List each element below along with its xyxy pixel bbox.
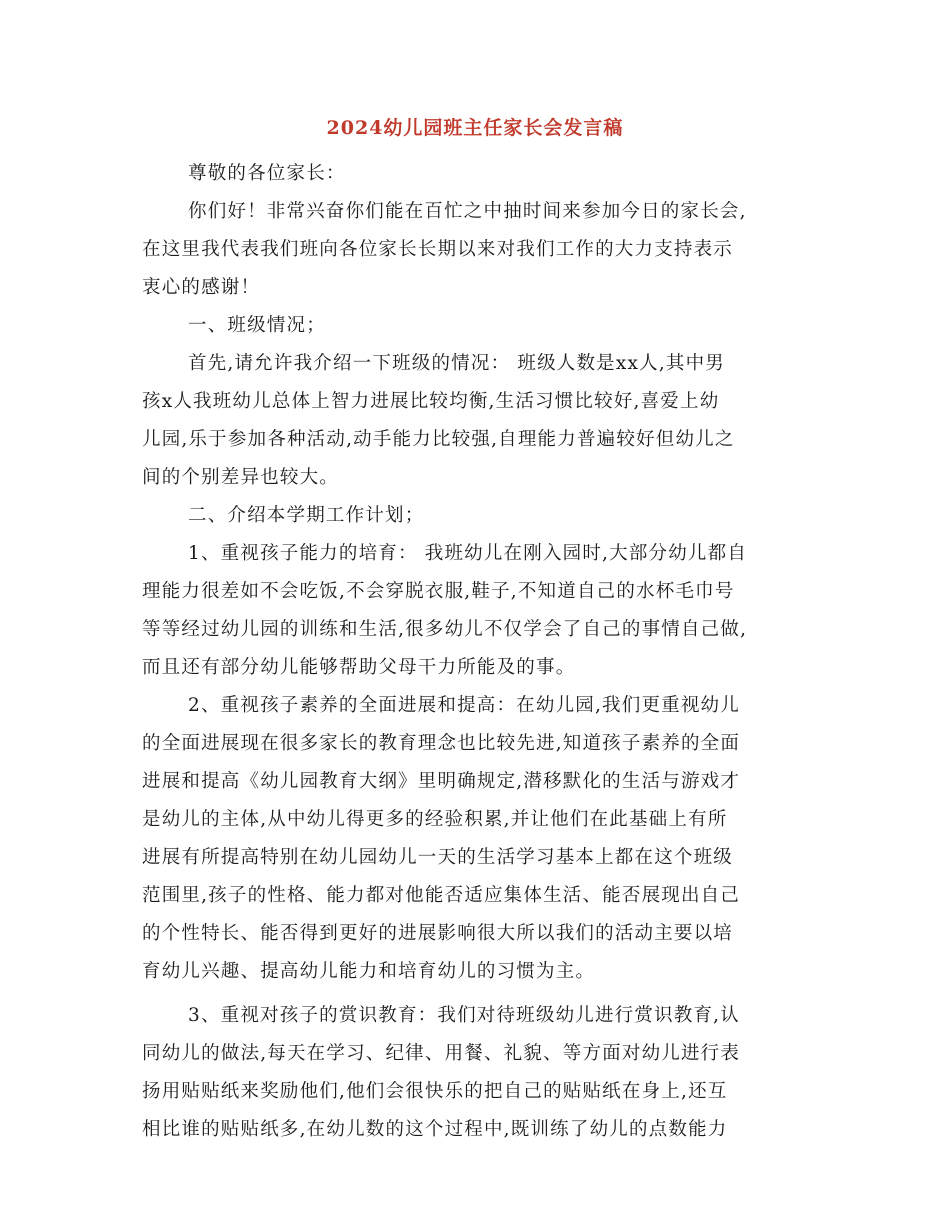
paragraph-line: 的个性特长、能否得到更好的进展影响很大所以我们的活动主要以培 bbox=[142, 923, 734, 944]
section-heading: 二、介绍本学期工作计划； bbox=[188, 505, 425, 526]
paragraph-line: 是幼儿的主体,从中幼儿得更多的经验积累,并让他们在此基础上有所 bbox=[142, 809, 728, 830]
paragraph-line: 而且还有部分幼儿能够帮助父母干力所能及的事。 bbox=[142, 657, 576, 678]
paragraph-line: 间的个别差异也较大。 bbox=[142, 467, 340, 488]
paragraph-line: 育幼儿兴趣、提高幼儿能力和培育幼儿的习惯为主。 bbox=[142, 961, 596, 982]
paragraph-line: 儿园,乐于参加各种活动,动手能力比较强,自理能力普遍较好但幼儿之 bbox=[142, 429, 735, 450]
paragraph-line: 进展和提高《幼儿园教育大纲》里明确规定,潜移默化的生活与游戏才 bbox=[142, 771, 741, 792]
paragraph-line: 你们好！非常兴奋你们能在百忙之中抽时间来参加今日的家长会, bbox=[188, 201, 747, 222]
paragraph-line: 等等经过幼儿园的训练和生活,很多幼儿不仅学会了自己的事情自己做, bbox=[142, 619, 748, 640]
paragraph-line: 范围里,孩子的性格、能力都对他能否适应集体生活、能否展现出自己 bbox=[142, 885, 741, 906]
paragraph-line: 扬用贴贴纸来奖励他们,他们会很快乐的把自己的贴贴纸在身上,还互 bbox=[142, 1081, 728, 1102]
paragraph-line: 3、重视对孩子的赏识教育：我们对待班级幼儿进行赏识教育,认 bbox=[188, 1005, 740, 1026]
document-title: 2024幼儿园班主任家长会发言稿 bbox=[326, 117, 624, 139]
paragraph-line: 衷心的感谢！ bbox=[142, 277, 261, 298]
paragraph-line: 同幼儿的做法,每天在学习、纪律、用餐、礼貌、等方面对幼儿进行表 bbox=[142, 1043, 741, 1064]
paragraph-line: 相比谁的贴贴纸多,在幼儿数的这个过程中,既训练了幼儿的点数能力 bbox=[142, 1119, 728, 1140]
paragraph-line: 孩x人我班幼儿总体上智力进展比较均衡,生活习惯比较好,喜爱上幼 bbox=[142, 391, 720, 412]
paragraph-line: 在这里我代表我们班向各位家长长期以来对我们工作的大力支持表示 bbox=[142, 239, 734, 260]
paragraph-line: 1、重视孩子能力的培育： 我班幼儿在刚入园时,大部分幼儿都自 bbox=[188, 543, 748, 564]
salutation: 尊敬的各位家长： bbox=[188, 163, 346, 184]
paragraph-line: 首先,请允许我介绍一下班级的情况： 班级人数是xx人,其中男 bbox=[188, 353, 726, 374]
paragraph-line: 的全面进展现在很多家长的教育理念也比较先进,知道孩子素养的全面 bbox=[142, 733, 741, 754]
section-heading: 一、班级情况； bbox=[188, 315, 326, 336]
paragraph-line: 理能力很差如不会吃饭,不会穿脱衣服,鞋子,不知道自己的水杯毛巾号 bbox=[142, 581, 735, 602]
paragraph-line: 进展有所提高特别在幼儿园幼儿一天的生活学习基本上都在这个班级 bbox=[142, 847, 734, 868]
paragraph-line: 2、重视孩子素养的全面进展和提高：在幼儿园,我们更重视幼儿 bbox=[188, 695, 740, 716]
